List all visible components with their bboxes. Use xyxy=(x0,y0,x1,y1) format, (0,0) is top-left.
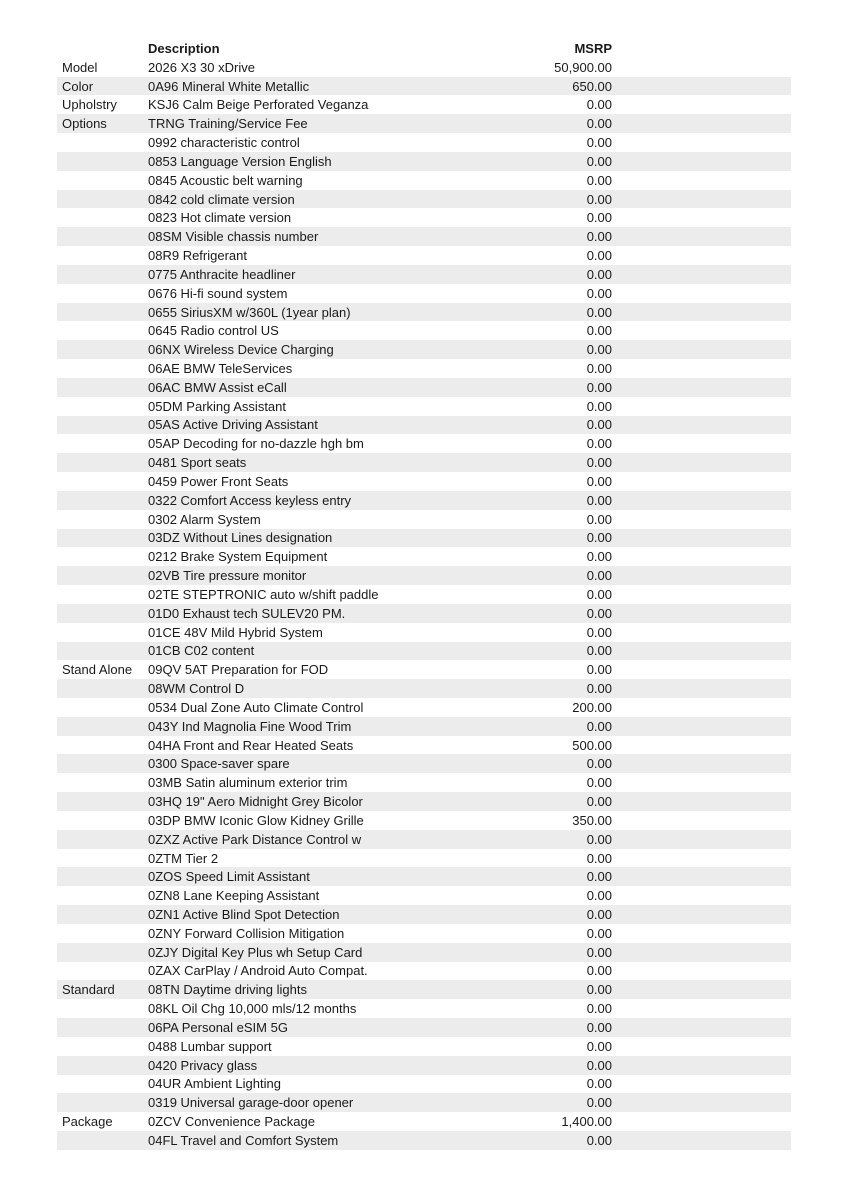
table-row xyxy=(57,943,791,962)
table-row xyxy=(57,849,791,868)
msrp-cell: 0.00 xyxy=(586,511,612,527)
msrp-cell: 0.00 xyxy=(586,605,612,621)
description-cell: 03DP BMW Iconic Glow Kidney Grille xyxy=(148,812,364,828)
table-row xyxy=(57,491,791,510)
msrp-cell: 1,400.00 xyxy=(561,1114,612,1130)
description-cell: 01CE 48V Mild Hybrid System xyxy=(148,624,323,640)
header-msrp-label: MSRP xyxy=(574,40,612,56)
description-cell: 0853 Language Version English xyxy=(148,153,332,169)
description-cell: 0212 Brake System Equipment xyxy=(148,549,328,565)
table-header-row xyxy=(57,39,791,58)
description-cell: 04UR Ambient Lighting xyxy=(148,1076,281,1092)
msrp-cell: 0.00 xyxy=(586,323,612,339)
description-cell: 01CB C02 content xyxy=(148,643,255,659)
msrp-cell: 0.00 xyxy=(586,794,612,810)
description-cell: 05AS Active Driving Assistant xyxy=(148,417,318,433)
description-cell: 0ZNY Forward Collision Mitigation xyxy=(148,925,345,941)
table-row xyxy=(57,962,791,981)
table-row xyxy=(57,811,791,830)
msrp-cell: 0.00 xyxy=(586,850,612,866)
table-row xyxy=(57,604,791,623)
table-row xyxy=(57,792,791,811)
category-cell: Standard xyxy=(62,982,115,998)
table-row xyxy=(57,453,791,472)
description-cell: 03DZ Without Lines designation xyxy=(148,530,333,546)
msrp-cell: 0.00 xyxy=(586,530,612,546)
msrp-cell: 0.00 xyxy=(586,116,612,132)
table-row xyxy=(57,227,791,246)
description-cell: 04FL Travel and Comfort System xyxy=(148,1132,339,1148)
table-row xyxy=(57,679,791,698)
table-row xyxy=(57,246,791,265)
table-row xyxy=(57,642,791,661)
msrp-cell: 0.00 xyxy=(586,888,612,904)
msrp-cell: 0.00 xyxy=(586,1076,612,1092)
description-cell: 03MB Satin aluminum exterior trim xyxy=(148,775,348,791)
table-row xyxy=(57,980,791,999)
msrp-cell: 0.00 xyxy=(586,925,612,941)
table-row xyxy=(57,529,791,548)
msrp-cell: 0.00 xyxy=(586,1095,612,1111)
table-row xyxy=(57,510,791,529)
description-cell: 0ZCV Convenience Package xyxy=(148,1114,315,1130)
msrp-cell: 0.00 xyxy=(586,1057,612,1073)
msrp-cell: 0.00 xyxy=(586,586,612,602)
msrp-cell: 0.00 xyxy=(586,869,612,885)
category-cell: Color xyxy=(62,78,94,94)
msrp-cell: 0.00 xyxy=(586,304,612,320)
table-row xyxy=(57,905,791,924)
description-cell: 0534 Dual Zone Auto Climate Control xyxy=(148,699,364,715)
msrp-cell: 350.00 xyxy=(572,812,612,828)
description-cell: 0ZN8 Lane Keeping Assistant xyxy=(148,888,320,904)
description-cell: 0823 Hot climate version xyxy=(148,210,292,226)
msrp-cell: 0.00 xyxy=(586,1132,612,1148)
msrp-cell: 0.00 xyxy=(586,756,612,772)
table-row xyxy=(57,717,791,736)
msrp-cell: 0.00 xyxy=(586,342,612,358)
description-cell: 0676 Hi-fi sound system xyxy=(148,285,288,301)
table-row xyxy=(57,133,791,152)
msrp-cell: 0.00 xyxy=(586,172,612,188)
category-cell: Stand Alone xyxy=(62,662,133,678)
msrp-cell: 0.00 xyxy=(586,436,612,452)
category-cell: Package xyxy=(62,1114,113,1130)
description-cell: 0992 characteristic control xyxy=(148,135,300,151)
msrp-cell: 0.00 xyxy=(586,681,612,697)
table-row xyxy=(57,1075,791,1094)
table-row xyxy=(57,416,791,435)
description-cell: 05AP Decoding for no-dazzle hgh bm xyxy=(148,436,364,452)
table-row xyxy=(57,1131,791,1150)
description-cell: 0655 SiriusXM w/360L (1year plan) xyxy=(148,304,351,320)
description-cell: 06NX Wireless Device Charging xyxy=(148,342,334,358)
description-cell: 0ZAX CarPlay / Android Auto Compat. xyxy=(148,963,368,979)
msrp-cell: 0.00 xyxy=(586,492,612,508)
table-row xyxy=(57,886,791,905)
msrp-cell: 0.00 xyxy=(586,1001,612,1017)
description-cell: TRNG Training/Service Fee xyxy=(148,116,308,132)
msrp-cell: 0.00 xyxy=(586,624,612,640)
msrp-cell: 0.00 xyxy=(586,549,612,565)
msrp-cell: 0.00 xyxy=(586,248,612,264)
msrp-cell: 0.00 xyxy=(586,360,612,376)
msrp-cell: 0.00 xyxy=(586,473,612,489)
table-row xyxy=(57,999,791,1018)
table-row xyxy=(57,623,791,642)
msrp-cell: 0.00 xyxy=(586,97,612,113)
table-body xyxy=(57,58,791,1150)
msrp-cell: 0.00 xyxy=(586,1019,612,1035)
table-row xyxy=(57,434,791,453)
description-cell: 02TE STEPTRONIC auto w/shift paddle xyxy=(148,586,379,602)
description-cell: 06PA Personal eSIM 5G xyxy=(148,1019,288,1035)
msrp-cell: 0.00 xyxy=(586,775,612,791)
msrp-cell: 0.00 xyxy=(586,229,612,245)
msrp-cell: 0.00 xyxy=(586,455,612,471)
description-cell: 0ZN1 Active Blind Spot Detection xyxy=(148,907,340,922)
description-cell: 0645 Radio control US xyxy=(148,323,279,339)
table-row xyxy=(57,152,791,171)
description-cell: 0775 Anthracite headliner xyxy=(148,266,296,282)
description-cell: 05DM Parking Assistant xyxy=(148,398,287,414)
table-row xyxy=(57,585,791,604)
table-row xyxy=(57,1112,791,1131)
msrp-cell: 0.00 xyxy=(586,963,612,979)
description-cell: 03HQ 19" Aero Midnight Grey Bicolor xyxy=(148,794,363,810)
description-cell: 0ZOS Speed Limit Assistant xyxy=(148,869,310,885)
msrp-cell: 0.00 xyxy=(586,1038,612,1054)
table-row xyxy=(57,95,791,114)
msrp-cell: 50,900.00 xyxy=(554,59,612,75)
description-cell: 09QV 5AT Preparation for FOD xyxy=(148,662,329,678)
description-cell: 02VB Tire pressure monitor xyxy=(148,568,307,584)
description-cell: 0322 Comfort Access keyless entry xyxy=(148,492,352,508)
msrp-cell: 0.00 xyxy=(586,210,612,226)
description-cell: 0300 Space-saver spare xyxy=(148,756,290,772)
msrp-cell: 0.00 xyxy=(586,907,612,922)
table-row xyxy=(57,1093,791,1112)
msrp-cell: 200.00 xyxy=(572,699,612,715)
msrp-cell: 0.00 xyxy=(586,191,612,207)
description-cell: 043Y Ind Magnolia Fine Wood Trim xyxy=(148,718,352,734)
table-row xyxy=(57,566,791,585)
table-row xyxy=(57,284,791,303)
table-row xyxy=(57,736,791,755)
table-row xyxy=(57,397,791,416)
table-row xyxy=(57,340,791,359)
description-cell: 04HA Front and Rear Heated Seats xyxy=(148,737,354,753)
table-row xyxy=(57,321,791,340)
table-row xyxy=(57,924,791,943)
msrp-cell: 0.00 xyxy=(586,944,612,960)
msrp-cell: 0.00 xyxy=(586,643,612,659)
msrp-cell: 650.00 xyxy=(572,78,612,94)
table-row xyxy=(57,698,791,717)
msrp-cell: 0.00 xyxy=(586,662,612,678)
description-cell: 08R9 Refrigerant xyxy=(148,248,247,264)
table-row xyxy=(57,378,791,397)
description-cell: 06AC BMW Assist eCall xyxy=(148,379,287,395)
table-row xyxy=(57,77,791,96)
description-cell: 0319 Universal garage-door opener xyxy=(148,1095,354,1111)
category-cell: Upholstry xyxy=(62,97,117,113)
table-row xyxy=(57,171,791,190)
table-row xyxy=(57,1037,791,1056)
description-cell: 01D0 Exhaust tech SULEV20 PM. xyxy=(148,605,346,621)
description-cell: 08WM Control D xyxy=(148,681,245,697)
description-cell: 0302 Alarm System xyxy=(148,511,261,527)
msrp-cell: 0.00 xyxy=(586,831,612,847)
description-cell: 0481 Sport seats xyxy=(148,455,247,471)
msrp-cell: 0.00 xyxy=(586,153,612,169)
vehicle-pricing-table xyxy=(57,39,791,1150)
table-row xyxy=(57,830,791,849)
table-row xyxy=(57,359,791,378)
description-cell: 0ZXZ Active Park Distance Control w xyxy=(148,831,362,847)
description-cell: 0ZJY Digital Key Plus wh Setup Card xyxy=(148,944,363,960)
table-row xyxy=(57,114,791,133)
table-row xyxy=(57,773,791,792)
description-cell: 0A96 Mineral White Metallic xyxy=(148,78,310,94)
table-row xyxy=(57,303,791,322)
table-row xyxy=(57,660,791,679)
table-row xyxy=(57,754,791,773)
description-cell: 0ZTM Tier 2 xyxy=(148,850,219,866)
table-row xyxy=(57,190,791,209)
category-cell: Model xyxy=(62,59,98,75)
msrp-cell: 0.00 xyxy=(586,718,612,734)
table-row xyxy=(57,867,791,886)
table-row xyxy=(57,472,791,491)
table-row xyxy=(57,265,791,284)
table-row xyxy=(57,547,791,566)
table-row xyxy=(57,58,791,77)
msrp-cell: 0.00 xyxy=(586,982,612,998)
table-row xyxy=(57,1018,791,1037)
description-cell: 0842 cold climate version xyxy=(148,191,295,207)
description-cell: 0488 Lumbar support xyxy=(148,1038,272,1054)
description-cell: 2026 X3 30 xDrive xyxy=(148,59,255,75)
msrp-cell: 0.00 xyxy=(586,568,612,584)
description-cell: 08KL Oil Chg 10,000 mls/12 months xyxy=(148,1001,357,1017)
description-cell: 0459 Power Front Seats xyxy=(148,473,289,489)
description-cell: 08TN Daytime driving lights xyxy=(148,982,307,998)
description-cell: 08SM Visible chassis number xyxy=(148,229,319,245)
msrp-cell: 0.00 xyxy=(586,417,612,433)
category-cell: Options xyxy=(62,116,107,132)
description-cell: 06AE BMW TeleServices xyxy=(148,360,293,376)
table-row xyxy=(57,1056,791,1075)
description-cell: 0845 Acoustic belt warning xyxy=(148,172,303,188)
description-cell: 0420 Privacy glass xyxy=(148,1057,258,1073)
msrp-cell: 0.00 xyxy=(586,135,612,151)
description-cell: KSJ6 Calm Beige Perforated Veganza xyxy=(148,97,369,113)
msrp-cell: 0.00 xyxy=(586,398,612,414)
msrp-cell: 0.00 xyxy=(586,285,612,301)
msrp-cell: 0.00 xyxy=(586,379,612,395)
header-description-label: Description xyxy=(148,40,220,56)
table-row xyxy=(57,208,791,227)
msrp-cell: 0.00 xyxy=(586,266,612,282)
msrp-cell: 500.00 xyxy=(572,737,612,753)
